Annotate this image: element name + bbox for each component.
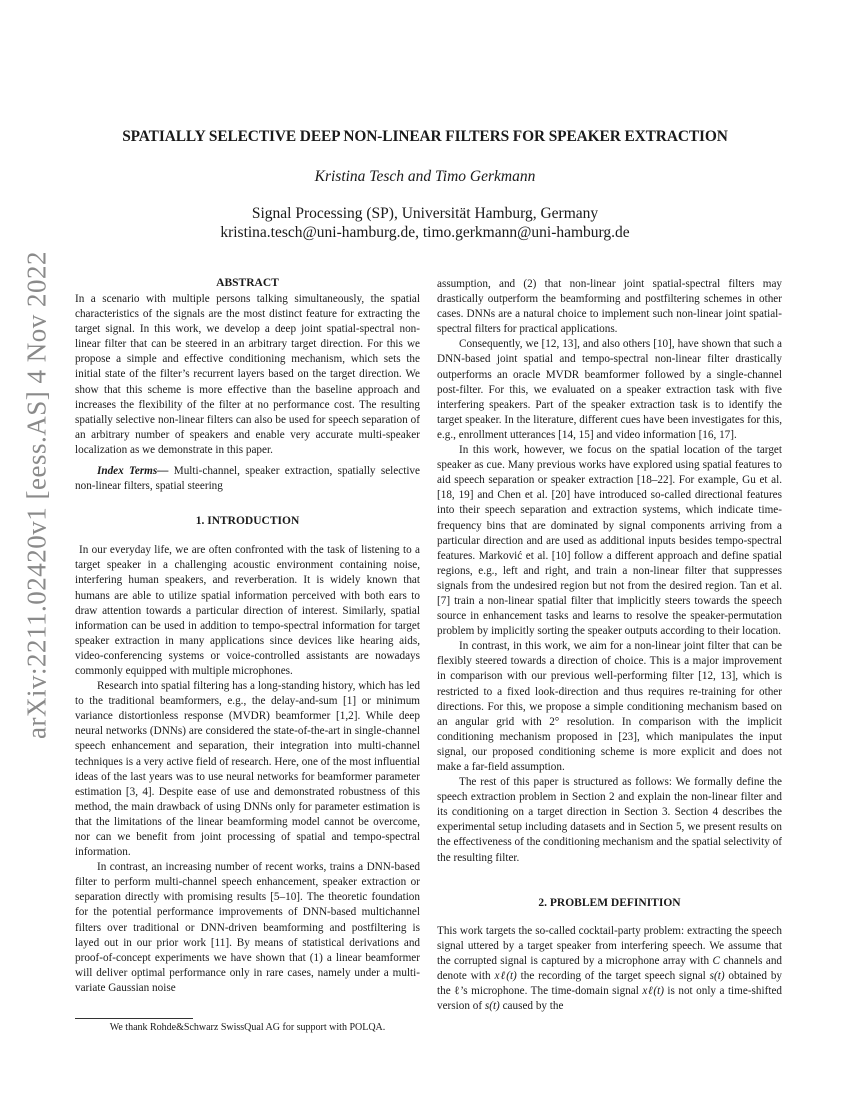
intro-paragraph: The rest of this paper is structured as follows: We formally define the speech extraction problem in Section 2 and explain the non-linear filter and its conditioning on a target direction in Section 3. Section 4 describes the experimental setup including datasets and in Section 5, we present results on the effectiveness of the conditioning mechanism and the spatial selectivity of the resulting filter. bbox=[437, 776, 782, 864]
footnote-divider bbox=[75, 1018, 193, 1019]
intro-paragraph: Consequently, we [12, 13], and also others [10], have shown that such a DNN-based joint spatial and tempo-spectral non-linear filter drastically outperforms an oracle MVDR beamformer followed by a single-channel post-filter. For this, we evaluated on a speaker extraction task with five interfering speakers. Part of the speaker extraction task is to identify the target speaker. In the literature, different cues have been investigates for this, e.g., enrollment utterances [14, 15] and video information [16, 17]. bbox=[437, 338, 782, 441]
math-symbol: xℓ(t) bbox=[642, 985, 664, 998]
section-heading-introduction: 1. INTRODUCTION bbox=[195, 515, 300, 528]
text-run: This work targets the so-called cocktail-party problem: extracting the speech signal uttered by a target speaker from interfering speech. We assume that the corrupted signal is captured by a microphone array with bbox=[437, 924, 782, 967]
math-symbol: C bbox=[712, 954, 720, 967]
intro-paragraph: In contrast, an increasing number of recent works, trains a DNN-based filter to perform multi-channel speech enhancement, speaker extraction or separation directly with promising results [5–10]. The theoretic foundation for the potential performance improvements of DNN-based multichannel filters over traditional or DNN-driven beamforming and postfiltering is layed out in our prior work [11]. By means of statistical derivations and proof-of-concept experiments we have shown that (1) a linear beamformer will deliver optimal performance only in rare cases, namely under a multi-variate Gaussian noise bbox=[75, 861, 420, 994]
math-symbol: s(t) bbox=[484, 1000, 500, 1013]
math-symbol: xℓ(t) bbox=[494, 969, 517, 982]
math-symbol: s(t) bbox=[709, 969, 725, 982]
problem-definition-paragraph bbox=[437, 924, 782, 1015]
author-affiliation-block bbox=[0, 204, 850, 242]
right-column bbox=[437, 277, 782, 1014]
intro-paragraph: Research into spatial filtering has a long-standing history, which has led to the traditional beamformers, e.g., the delay-and-sum [1] or minimum variance distortionless response (MVDR) beamformer [1,2]. While deep neural networks (DNNs) are considered the state-of-the-art in single-channel speech enhancement and separation, their integration into multi-channel techniques is a very active field of research. Here, one of the most influential ideas of the last years was to use neural networks for beamformer parameter estimation [3, 4]. Despite ease of use and demonstrated robustness of this method, the main drawback of using DNNs only for parameter estimation is that the limitations of the linear beamforming model cannot be overcome, nor can we benefit from joint processing of spatial and tempo-spectral information. bbox=[75, 680, 420, 859]
text-run: the recording of the target speech signal bbox=[516, 969, 710, 982]
text-run: is not only a time-shifted version of bbox=[437, 985, 783, 1013]
index-terms-label: Index Terms— bbox=[97, 465, 169, 478]
intro-paragraph: In this work, however, we focus on the spatial location of the target speaker as cue. Many previous works have explored using spatial features to aid speech separation or speaker extraction [18–22]. For example, Gu et al. [18, 19] and Chen et al. [20] have introduced so-called directional features into their speech separation and extraction systems, which indicate time-frequency bins that are dominated by signal components arriving from a particular direction and are used as additional inputs besides tempo-spectral features. Marković et al. [10] follow a different approach and define spatial regions, e.g., left and right, and train a non-linear filter that suppresses signals from the undesired region but not from the desired region. Tan et al. [7] train a non-linear spatial filter that implicitly steers towards the speech source in enhancement tasks and learns to resolve the speaker-permutation problem by implicitly sorting the speaker outputs according to their location. bbox=[437, 444, 782, 638]
section-heading-problem-definition: 2. PROBLEM DEFINITION bbox=[538, 896, 681, 909]
arxiv-identifier-stamp bbox=[12, 251, 62, 739]
left-column bbox=[75, 276, 420, 996]
intro-paragraph: In our everyday life, we are often confronted with the task of listening to a target speaker in a challenging acoustic environment containing noise, interfering human speakers, and reverberation. It is widely known that humans are able to utilize spatial information perceived with both ears to draw attention towards a particular direction of interest. Similarly, spatial information can be used in addition to tempo-spectral information for target speaker extraction in many applications since devices like hearing aids, video-conferencing systems or voice-controlled assistants are nowadays commonly equipped with multiple microphones. bbox=[75, 544, 420, 677]
arxiv-stamp-text: arXiv:2211.02420v1 [eess.AS] 4 Nov 2022 bbox=[21, 251, 52, 739]
affiliation: Signal Processing (SP), Universität Hamburg, Germany bbox=[251, 205, 599, 222]
intro-paragraph-continued: assumption, and (2) that non-linear joint spatial-spectral filters may drastically outperform the beamforming and postfiltering schemes in other cases. DNNs are a natural choice to implement such non-linear joint spatial-spectral filters for practical applications. bbox=[437, 278, 782, 336]
intro-paragraph: In contrast, in this work, we aim for a non-linear joint filter that can be flexibly steered towards a direction of choice. This is a major improvement in comparison with our previous well-performing filter [12, 13], which is restricted to a fixed look-direction and thus requires re-training for other directions. For this, we propose a simple conditioning mechanism based on an angular grid with 2° resolution. In comparison with the implicit conditioning mechanism proposed in [23], which manipulates the input signal, our proposed conditioning scheme is more explicit and does not make a far-field assumption. bbox=[437, 640, 782, 773]
text-run: caused by the bbox=[499, 1000, 564, 1013]
index-terms bbox=[75, 464, 420, 494]
paper-authors: Kristina Tesch and Timo Gerkmann bbox=[314, 168, 536, 185]
footnote-acknowledgement: We thank Rohde&Schwarz SwissQual AG for support with POLQA. bbox=[109, 1022, 386, 1033]
index-terms-list: Multi-channel, speaker extraction, spatially selective non-linear filters, spatial steering bbox=[75, 465, 420, 493]
author-emails: kristina.tesch@uni-hamburg.de, timo.gerkmann@uni-hamburg.de bbox=[220, 224, 630, 241]
abstract-heading: ABSTRACT bbox=[216, 277, 279, 289]
text-run: obtained by the ℓ’s microphone. The time-domain signal bbox=[437, 969, 783, 998]
abstract-text: In a scenario with multiple persons talking simultaneously, the spatial characteristics of the signals are the most distinct feature for extracting the target signal. In this work, we develop a deep joint spatial-spectral non-linear filter that can be steered in an arbitrary target direction. For this we propose a simple and effective conditioning mechanism, which sets the initial state of the filter’s recurrent layers based on the target direction. We show that this scheme is more effective than the baseline approach and increases the flexibility of the filter at no performance cost. The resulting spatially selective non-linear filters can also be used for speech separation of an arbitrary number of speakers and enable very accurate multi-speaker localization as we demonstrate in this paper. bbox=[75, 293, 420, 456]
text-run: channels and denote with bbox=[437, 954, 783, 982]
paper-title: SPATIALLY SELECTIVE DEEP NON-LINEAR FILTERS FOR SPEAKER EXTRACTION bbox=[122, 128, 728, 145]
